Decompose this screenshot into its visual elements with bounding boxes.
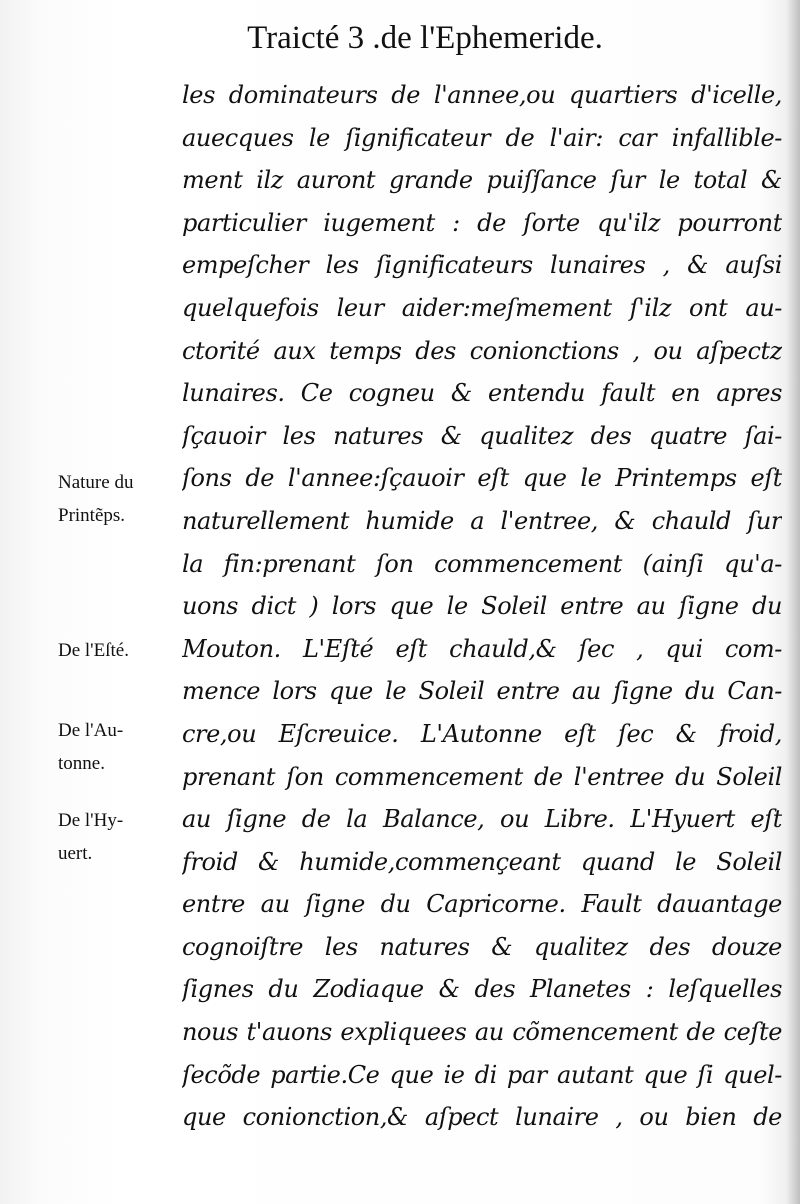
running-header: Traicté 3 .de l'Ephemeride.: [247, 20, 603, 56]
margin-note-line: De l'Hy-: [58, 810, 124, 831]
page-gutter-shadow: [786, 0, 800, 1204]
margin-note-line: tonne.: [58, 753, 105, 774]
text-line: ctorité aux temps des conionctions , ou aſpectz: [182, 336, 782, 365]
text-line: nous t'auons expliquees au cõmencement de ceſte: [182, 1018, 782, 1047]
margin-note-autonne: [58, 714, 183, 780]
text-line: mence lors que le Soleil entre au ſigne du Can-: [182, 677, 782, 706]
text-line: ment ilz auront grande puiſſance ſur le total &: [182, 166, 782, 195]
margin-note-line: Nature du: [58, 472, 134, 493]
text-line: la fin:prenant ſon commencement (ainſi qu'a-: [182, 549, 782, 578]
text-line: uons dict ) lors que le Soleil entre au ſigne du: [182, 592, 782, 621]
text-line: Mouton. L'Eſté eſt chauld,& ſec , qui com-: [182, 634, 782, 663]
margin-note-printemps: [58, 466, 183, 532]
text-line: ſçauoir les natures & qualitez des quatre ſai-: [182, 421, 782, 450]
margin-note-line: Printẽps.: [58, 505, 126, 526]
text-line: auecques le ſignificateur de l'air: car infallible-: [182, 123, 782, 152]
text-line: froid & humide,commençeant quand le Soleil: [182, 847, 782, 876]
margin-note-line: uert.: [58, 843, 93, 864]
margin-note-line: De l'Au-: [58, 720, 124, 741]
text-line: cognoiſtre les natures & qualitez des douze: [182, 932, 782, 961]
main-text-block: [182, 74, 782, 1139]
text-line: quelquefois leur aider:meſmement ſ'ilz ont au-: [182, 293, 782, 322]
text-line: entre au ſigne du Capricorne. Fault dauantage: [182, 890, 782, 919]
text-line: ſons de l'annee:ſçauoir eſt que le Printemps eſt: [182, 464, 782, 493]
text-line: empeſcher les ſignificateurs lunaires , & auſsi: [182, 251, 782, 280]
text-line: lunaires. Ce cogneu & entendu fault en apres: [182, 379, 782, 408]
margin-note-hyuert: [58, 804, 183, 870]
text-line: que conionction,& aſpect lunaire , ou bien de: [182, 1103, 782, 1132]
text-line: naturellement humide a l'entree, & chauld ſur: [182, 506, 782, 535]
text-line: prenant ſon commencement de l'entree du Soleil: [182, 762, 782, 791]
margin-note-este: [58, 634, 183, 667]
margin-note-line: De l'Eſté.: [58, 640, 129, 661]
text-line: ſignes du Zodiaque & des Planetes : leſquelles: [182, 975, 782, 1004]
text-line: cre,ou Eſcreuice. L'Autonne eſt ſec & froid,: [182, 719, 782, 748]
text-line: ſecõde partie.Ce que ie di par autant que ſi quel-: [182, 1060, 782, 1089]
text-line: particulier iugement : de ſorte qu'ilz pourront: [182, 208, 782, 237]
text-line: les dominateurs de l'annee,ou quartiers d'icelle,: [182, 81, 782, 109]
text-line: au ſigne de la Balance, ou Libre. L'Hyuert eſt: [182, 805, 782, 834]
